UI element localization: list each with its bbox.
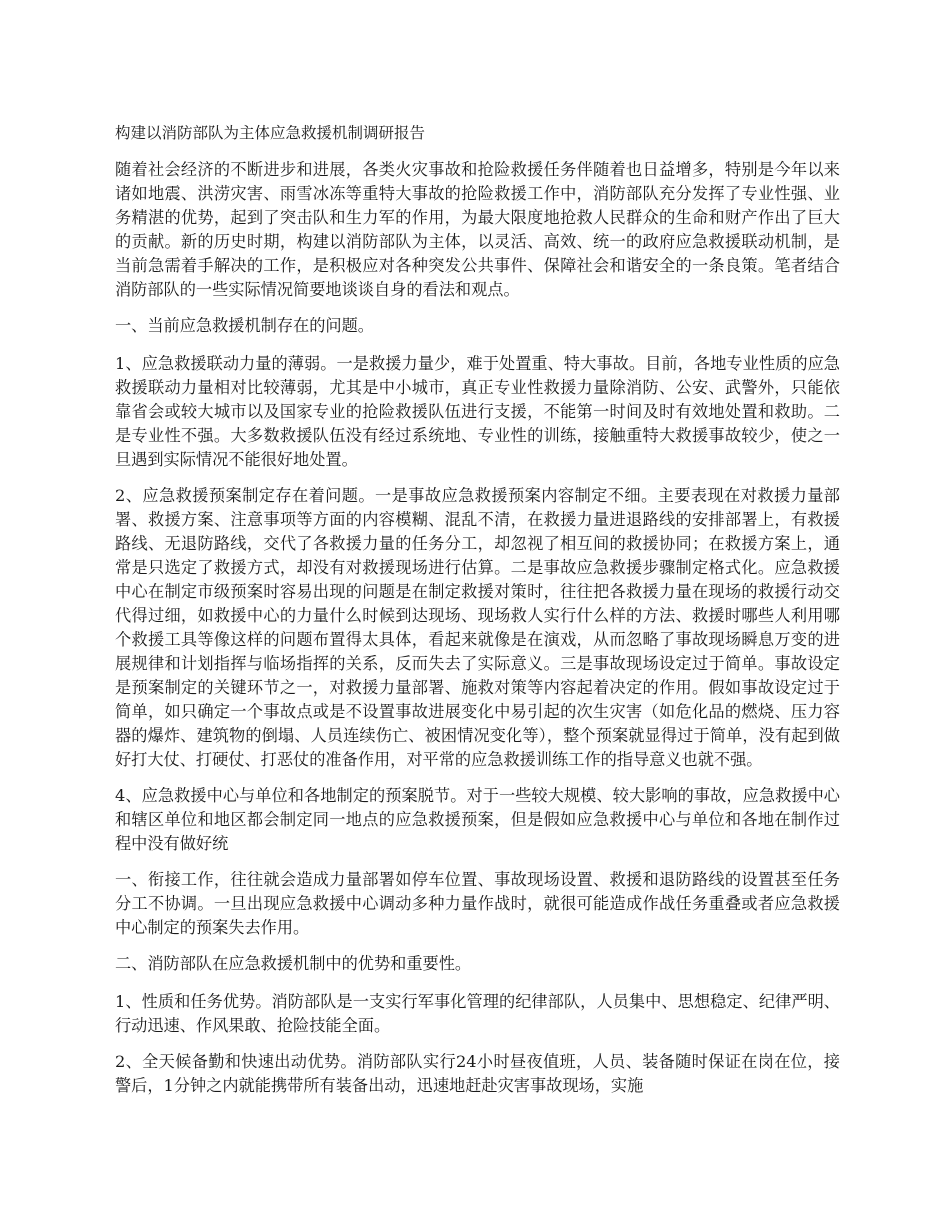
paragraph-item-1: 1、应急救援联动力量的薄弱。一是救援力量少，难于处置重、特大事故。目前，各地专业性质的应急救援联动力量相对比较薄弱，尤其是中小城市，真正专业性救援力量除消防、公安、武警外，只能依靠省会或较大城市以及国家专业的抢险救援队伍进行支援，不能第一时间及时有效地处置和救助。二是专业性不强。大多数救援队伍没有经过系统地、专业性的训练，接触重特大救援事故较少，使之一旦遇到实际情况不能很好地处置。 bbox=[115, 354, 840, 469]
paragraph-coordination: 一、衔接工作，往往就会造成力量部署如停车位置、事故现场设置、救援和退防路线的设置甚至任务分工不协调。一旦出现应急救援中心调动多种力量作战时，就很可能造成作战任务重叠或者应急救援中心制定的预案失去作用。 bbox=[115, 870, 840, 937]
document-page bbox=[115, 122, 840, 1110]
paragraph-advantage-1: 1、性质和任务优势。消防部队是一支实行军事化管理的纪律部队，人员集中、思想稳定、纪律严明、行动迅速、作风果敢、抢险技能全面。 bbox=[115, 992, 840, 1035]
intro-paragraph: 随着社会经济的不断进步和进展，各类火灾事故和抢险救援任务伴随着也日益增多，特别是今年以来诸如地震、洪涝灾害、雨雪冰冻等重特大事故的抢险救援工作中，消防部队充分发挥了专业性强、业务精湛的优势，起到了突击队和生力军的作用，为最大限度地抢救人民群众的生命和财产作出了巨大的贡献。新的历史时期，构建以消防部队为主体，以灵活、高效、统一的政府应急救援联动机制，是当前急需着手解决的工作，是积极应对各种突发公共事件、保障社会和谐安全的一条良策。笔者结合消防部队的一些实际情况简要地谈谈自身的看法和观点。 bbox=[115, 160, 840, 299]
paragraph-item-4: 4、应急救援中心与单位和各地制定的预案脱节。对于一些较大规模、较大影响的事故，应急救援中心和辖区单位和地区都会制定同一地点的应急救援预案，但是假如应急救援中心与单位和各地在制作过程中没有做好统 bbox=[115, 786, 840, 853]
paragraph-item-2: 2、应急救援预案制定存在着问题。一是事故应急救援预案内容制定不细。主要表现在对救援力量部署、救援方案、注意事项等方面的内容模糊、混乱不清，在救援力量进退路线的安排部署上，有救援路线、无退防路线，交代了各救援力量的任务分工，却忽视了相互间的救援协同；在救援方案上，通常是只选定了救援方式，却没有对救援现场进行估算。二是事故应急救援步骤制定格式化。应急救援中心在制定市级预案时容易出现的问题是在制定救援对策时，往往把各救援力量在现场的救援行动交代得过细，如救援中心的力量什么时候到达现场、现场救人实行什么样的方法、救援时哪些人利用哪个救援工具等像这样的问题布置得太具体，看起来就像是在演戏，从而忽略了事故现场瞬息万变的进展规律和计划指挥与临场指挥的关系，反而失去了实际意义。三是事故现场设定过于简单。事故设定是预案制定的关键环节之一，对救援力量部署、施救对策等内容起着决定的作用。假如事故设定过于简单，如只确定一个事故点或是不设置事故进展变化中易引起的次生灾害（如危化品的燃烧、压力容器的爆炸、建筑物的倒塌、人员连续伤亡、被困情况变化等），整个预案就显得过于简单，没有起到做好打大仗、打硬仗、打恶仗的准备作用，对平常的应急救援训练工作的指导意义也就不强。 bbox=[115, 486, 840, 769]
paragraph-advantage-2: 2、全天候备勤和快速出动优势。消防部队实行24小时昼夜值班，人员、装备随时保证在岗在位，接警后，1分钟之内就能携带所有装备出动，迅速地赶赴灾害事故现场，实施 bbox=[115, 1052, 840, 1095]
document-title: 构建以消防部队为主体应急救援机制调研报告 bbox=[115, 124, 426, 142]
section-heading-advantages: 二、消防部队在应急救援机制中的优势和重要性。 bbox=[115, 954, 472, 973]
section-heading-problems: 一、当前应急救援机制存在的问题。 bbox=[115, 316, 374, 335]
